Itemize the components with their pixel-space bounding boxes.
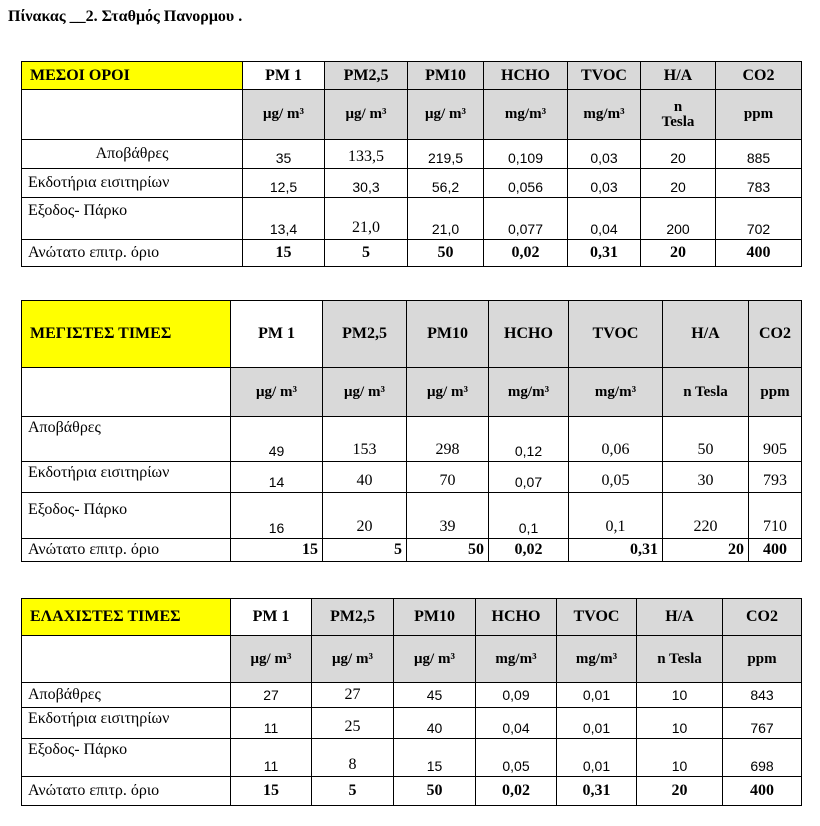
table-caption: ΜΕΓΙΣΤΕΣ ΤΙΜΕΣ <box>22 301 231 368</box>
data-cell: 21,0 <box>325 198 408 240</box>
row-label: Εξοδος- Πάρκο <box>22 198 243 240</box>
column-header: PM2,5 <box>312 599 394 636</box>
column-header: TVOC <box>568 62 641 90</box>
blank-header-cell <box>22 90 243 140</box>
data-cell: 0,077 <box>484 198 568 240</box>
data-cell: 70 <box>407 462 489 493</box>
unit-line: n <box>673 98 683 115</box>
column-header: PM2,5 <box>325 62 408 90</box>
column-header: PM 1 <box>243 62 325 90</box>
data-cell: 14 <box>231 462 323 493</box>
limit-cell: 0,02 <box>484 240 568 267</box>
limit-cell: 20 <box>663 539 749 562</box>
data-cell: 45 <box>394 683 476 708</box>
column-header: HCHO <box>489 301 569 368</box>
data-cell: 133,5 <box>325 140 408 169</box>
column-header: CO2 <box>716 62 802 90</box>
limit-cell: 15 <box>231 539 323 562</box>
row-label: Εκδοτήρια εισιτηρίων <box>22 462 231 493</box>
data-cell: 0,09 <box>476 683 557 708</box>
column-header: PM2,5 <box>323 301 407 368</box>
unit-line: Tesla <box>661 113 695 130</box>
limit-cell: 0,02 <box>476 777 557 806</box>
column-header: HCHO <box>484 62 568 90</box>
data-cell: 0,04 <box>568 198 641 240</box>
limit-cell: 5 <box>325 240 408 267</box>
unit-cell: mg/m³ <box>476 636 557 683</box>
column-header: H/A <box>663 301 749 368</box>
data-cell: 35 <box>243 140 325 169</box>
unit-cell: μg/ m³ <box>323 368 407 417</box>
limit-cell: 0,31 <box>569 539 663 562</box>
data-cell: 25 <box>312 708 394 739</box>
unit-cell: μg/ m³ <box>312 636 394 683</box>
unit-cell: ppm <box>723 636 802 683</box>
data-cell: 0,03 <box>568 169 641 198</box>
row-label: Εκδοτήρια εισιτηρίων <box>22 169 243 198</box>
limit-cell: 15 <box>243 240 325 267</box>
column-header: TVOC <box>557 599 637 636</box>
blank-header-cell <box>22 636 231 683</box>
data-cell: 10 <box>637 708 723 739</box>
data-cell: 220 <box>663 493 749 539</box>
data-cell: 905 <box>749 417 802 462</box>
unit-cell: mg/m³ <box>489 368 569 417</box>
unit-cell: ppm <box>749 368 802 417</box>
data-cell: 15 <box>394 739 476 777</box>
limit-cell: 50 <box>407 539 489 562</box>
limit-cell: 0,02 <box>489 539 569 562</box>
data-cell: 56,2 <box>408 169 484 198</box>
unit-cell: mg/m³ <box>568 90 641 140</box>
data-cell: 20 <box>641 169 716 198</box>
limit-cell: 20 <box>641 240 716 267</box>
column-header: PM10 <box>408 62 484 90</box>
data-cell: 30,3 <box>325 169 408 198</box>
data-cell: 219,5 <box>408 140 484 169</box>
row-label: Αποβάθρες <box>22 683 231 708</box>
row-label: Αποβάθρες <box>22 140 243 169</box>
data-cell: 0,12 <box>489 417 569 462</box>
limit-cell: 15 <box>231 777 312 806</box>
data-cell: 0,04 <box>476 708 557 739</box>
limit-cell: 5 <box>323 539 407 562</box>
limit-cell: 0,31 <box>557 777 637 806</box>
data-cell: 0,03 <box>568 140 641 169</box>
data-cell: 21,0 <box>408 198 484 240</box>
limit-cell: 20 <box>637 777 723 806</box>
column-header: HCHO <box>476 599 557 636</box>
column-header: PM10 <box>394 599 476 636</box>
unit-cell: μg/ m³ <box>394 636 476 683</box>
document-title: Πίνακας __2. Σταθμός Πανορμου . <box>8 8 243 25</box>
column-header: CO2 <box>723 599 802 636</box>
unit-cell: μg/ m³ <box>231 368 323 417</box>
unit-cell: μg/ m³ <box>325 90 408 140</box>
data-cell: 710 <box>749 493 802 539</box>
data-cell: 0,05 <box>476 739 557 777</box>
column-header: TVOC <box>569 301 663 368</box>
limit-cell: 400 <box>723 777 802 806</box>
data-cell: 13,4 <box>243 198 325 240</box>
column-header: H/A <box>641 62 716 90</box>
data-cell: 16 <box>231 493 323 539</box>
data-cell: 843 <box>723 683 802 708</box>
data-cell: 0,056 <box>484 169 568 198</box>
data-cell: 12,5 <box>243 169 325 198</box>
data-cell: 0,05 <box>569 462 663 493</box>
data-cell: 11 <box>231 708 312 739</box>
row-label: Εξοδος- Πάρκο <box>22 493 231 539</box>
column-header: CO2 <box>749 301 802 368</box>
row-label: Ανώτατο επιτρ. όριο <box>22 777 231 806</box>
limit-cell: 50 <box>394 777 476 806</box>
data-cell: 40 <box>394 708 476 739</box>
data-cell: 767 <box>723 708 802 739</box>
data-cell: 20 <box>323 493 407 539</box>
unit-cell: n Tesla <box>637 636 723 683</box>
data-cell: 702 <box>716 198 802 240</box>
data-cell: 783 <box>716 169 802 198</box>
max-values-table <box>21 300 802 562</box>
limit-cell: 400 <box>749 539 802 562</box>
column-header: H/A <box>637 599 723 636</box>
row-label: Ανώτατο επιτρ. όριο <box>22 240 243 267</box>
data-cell: 50 <box>663 417 749 462</box>
data-cell: 698 <box>723 739 802 777</box>
unit-cell: mg/m³ <box>557 636 637 683</box>
data-cell: 0,01 <box>557 739 637 777</box>
data-cell: 153 <box>323 417 407 462</box>
data-cell: 0,01 <box>557 683 637 708</box>
unit-cell <box>641 90 716 140</box>
unit-cell: μg/ m³ <box>407 368 489 417</box>
data-cell: 0,109 <box>484 140 568 169</box>
data-cell: 49 <box>231 417 323 462</box>
row-label: Εκδοτήρια εισιτηρίων <box>22 708 231 739</box>
limit-cell: 0,31 <box>568 240 641 267</box>
blank-header-cell <box>22 368 231 417</box>
data-cell: 30 <box>663 462 749 493</box>
data-cell: 0,01 <box>557 708 637 739</box>
data-cell: 11 <box>231 739 312 777</box>
data-cell: 8 <box>312 739 394 777</box>
data-cell: 0,1 <box>489 493 569 539</box>
row-label: Αποβάθρες <box>22 417 231 462</box>
unit-cell: mg/m³ <box>569 368 663 417</box>
unit-cell: μg/ m³ <box>231 636 312 683</box>
column-header: PM 1 <box>231 301 323 368</box>
data-cell: 10 <box>637 739 723 777</box>
data-cell: 10 <box>637 683 723 708</box>
table-caption: ΕΛΑΧΙΣΤΕΣ ΤΙΜΕΣ <box>22 599 231 636</box>
unit-cell: mg/m³ <box>484 90 568 140</box>
limit-cell: 400 <box>716 240 802 267</box>
limit-cell: 50 <box>408 240 484 267</box>
data-cell: 0,06 <box>569 417 663 462</box>
data-cell: 39 <box>407 493 489 539</box>
data-cell: 200 <box>641 198 716 240</box>
data-cell: 27 <box>312 683 394 708</box>
limit-cell: 5 <box>312 777 394 806</box>
data-cell: 793 <box>749 462 802 493</box>
unit-cell: μg/ m³ <box>408 90 484 140</box>
data-cell: 20 <box>641 140 716 169</box>
row-label: Ανώτατο επιτρ. όριο <box>22 539 231 562</box>
unit-cell: μg/ m³ <box>243 90 325 140</box>
min-values-table <box>21 598 802 806</box>
column-header: PM 1 <box>231 599 312 636</box>
unit-cell: ppm <box>716 90 802 140</box>
row-label: Εξοδος- Πάρκο <box>22 739 231 777</box>
data-cell: 885 <box>716 140 802 169</box>
table-caption: ΜΕΣΟΙ ΟΡΟΙ <box>22 62 243 90</box>
data-cell: 0,07 <box>489 462 569 493</box>
data-cell: 298 <box>407 417 489 462</box>
unit-cell: n Tesla <box>663 368 749 417</box>
data-cell: 40 <box>323 462 407 493</box>
column-header: PM10 <box>407 301 489 368</box>
data-cell: 0,1 <box>569 493 663 539</box>
data-cell: 27 <box>231 683 312 708</box>
mean-values-table <box>21 61 802 267</box>
